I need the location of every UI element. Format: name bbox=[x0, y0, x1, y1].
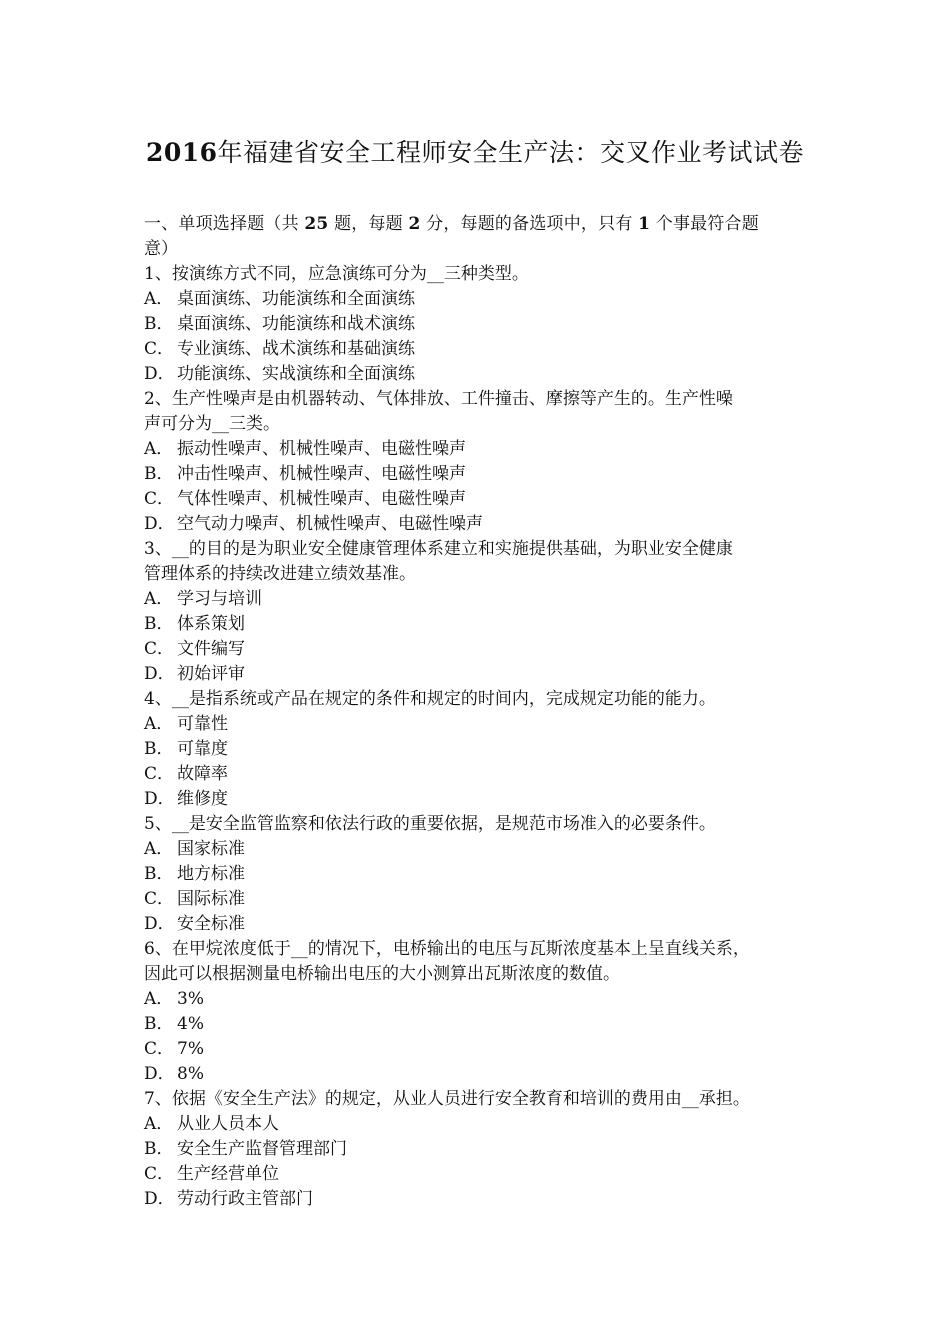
section-heading-cont: 意） bbox=[144, 239, 178, 259]
answer-option bbox=[144, 837, 812, 862]
option-letter: B． bbox=[144, 1139, 174, 1159]
option-text: 专业演练、战术演练和基础演练 bbox=[177, 339, 415, 359]
answer-option bbox=[144, 987, 812, 1012]
option-letter: C． bbox=[144, 489, 175, 509]
question-score: 2 bbox=[408, 214, 421, 234]
question-item bbox=[144, 812, 812, 937]
answer-option bbox=[144, 312, 812, 337]
option-text: 学习与培训 bbox=[177, 589, 262, 609]
option-text: 文件编写 bbox=[177, 639, 245, 659]
answer-option bbox=[144, 1012, 812, 1037]
question-stem: 4、__是指系统或产品在规定的条件和规定的时间内，完成规定功能的能力。 bbox=[144, 689, 716, 709]
option-text: 故障率 bbox=[177, 764, 228, 784]
option-letter: B． bbox=[144, 739, 174, 759]
answer-option bbox=[144, 612, 812, 637]
option-text: 安全标准 bbox=[177, 914, 245, 934]
question-item bbox=[144, 262, 812, 387]
question-item bbox=[144, 937, 812, 1087]
answer-option bbox=[144, 912, 812, 937]
option-letter: A． bbox=[144, 839, 174, 859]
option-text: 可靠度 bbox=[177, 739, 228, 759]
question-stem: 5、__是安全监管监察和依法行政的重要依据，是规范市场准入的必要条件。 bbox=[144, 814, 716, 834]
answer-option bbox=[144, 1062, 812, 1087]
option-text: 8% bbox=[177, 1064, 204, 1084]
option-text: 桌面演练、功能演练和全面演练 bbox=[177, 289, 415, 309]
answer-count: 1 bbox=[638, 214, 651, 234]
option-text: 国家标准 bbox=[177, 839, 245, 859]
option-letter: A． bbox=[144, 989, 174, 1009]
document-body bbox=[144, 212, 812, 1212]
option-letter: D． bbox=[144, 789, 175, 809]
question-stem: 3、__的目的是为职业安全健康管理体系建立和实施提供基础，为职业安全健康 bbox=[144, 539, 733, 559]
option-letter: B． bbox=[144, 464, 174, 484]
answer-option bbox=[144, 887, 812, 912]
option-text: 安全生产监督管理部门 bbox=[177, 1139, 347, 1159]
option-letter: B． bbox=[144, 314, 174, 334]
option-text: 4% bbox=[177, 1014, 204, 1034]
option-text: 桌面演练、功能演练和战术演练 bbox=[177, 314, 415, 334]
answer-option bbox=[144, 337, 812, 362]
option-letter: C． bbox=[144, 889, 175, 909]
answer-option bbox=[144, 487, 812, 512]
option-text: 可靠性 bbox=[177, 714, 228, 734]
section-text: 一、单项选择题（共 bbox=[144, 214, 305, 234]
option-letter: A． bbox=[144, 289, 174, 309]
option-letter: C． bbox=[144, 1164, 175, 1184]
section-text: 个事最符合题 bbox=[650, 214, 759, 234]
title-text: 年福建省安全工程师安全生产法：交叉作业考试试卷 bbox=[217, 138, 805, 167]
answer-option bbox=[144, 1137, 812, 1162]
option-text: 初始评审 bbox=[177, 664, 245, 684]
answer-option bbox=[144, 737, 812, 762]
question-item bbox=[144, 387, 812, 537]
option-text: 7% bbox=[177, 1039, 204, 1059]
option-letter: D． bbox=[144, 1189, 175, 1209]
answer-option bbox=[144, 862, 812, 887]
option-letter: D． bbox=[144, 364, 175, 384]
option-letter: A． bbox=[144, 589, 174, 609]
section-text: 题，每题 bbox=[328, 214, 409, 234]
option-letter: C． bbox=[144, 764, 175, 784]
answer-option bbox=[144, 287, 812, 312]
question-stem: 6、在甲烷浓度低于__的情况下，电桥输出的电压与瓦斯浓度基本上呈直线关系， bbox=[144, 939, 750, 959]
document-title bbox=[0, 133, 950, 169]
option-letter: D． bbox=[144, 914, 175, 934]
question-item bbox=[144, 687, 812, 812]
answer-option bbox=[144, 437, 812, 462]
option-letter: C． bbox=[144, 1039, 175, 1059]
option-text: 维修度 bbox=[177, 789, 228, 809]
option-text: 劳动行政主管部门 bbox=[177, 1189, 313, 1209]
question-list bbox=[144, 262, 812, 1212]
option-letter: B． bbox=[144, 1014, 174, 1034]
answer-option bbox=[144, 712, 812, 737]
option-text: 生产经营单位 bbox=[177, 1164, 279, 1184]
question-stem: 管理体系的持续改进建立绩效基准。 bbox=[144, 564, 416, 584]
option-letter: A． bbox=[144, 714, 174, 734]
option-text: 气体性噪声、机械性噪声、电磁性噪声 bbox=[177, 489, 466, 509]
question-stem: 声可分为__三类。 bbox=[144, 414, 280, 434]
answer-option bbox=[144, 762, 812, 787]
option-text: 振动性噪声、机械性噪声、电磁性噪声 bbox=[177, 439, 466, 459]
option-letter: D． bbox=[144, 1064, 175, 1084]
question-item bbox=[144, 537, 812, 687]
question-stem: 因此可以根据测量电桥输出电压的大小测算出瓦斯浓度的数值。 bbox=[144, 964, 620, 984]
option-text: 3% bbox=[177, 989, 204, 1009]
option-letter: D． bbox=[144, 664, 175, 684]
option-text: 空气动力噪声、机械性噪声、电磁性噪声 bbox=[177, 514, 483, 534]
option-letter: C． bbox=[144, 339, 175, 359]
question-stem: 7、依据《安全生产法》的规定，从业人员进行安全教育和培训的费用由__承担。 bbox=[144, 1089, 750, 1109]
option-letter: A． bbox=[144, 439, 174, 459]
option-letter: D． bbox=[144, 514, 175, 534]
title-year: 2016 bbox=[145, 138, 218, 167]
question-item bbox=[144, 1087, 812, 1212]
answer-option bbox=[144, 787, 812, 812]
answer-option bbox=[144, 1162, 812, 1187]
answer-option bbox=[144, 362, 812, 387]
answer-option bbox=[144, 587, 812, 612]
question-stem: 1、按演练方式不同，应急演练可分为__三种类型。 bbox=[144, 264, 529, 284]
option-text: 冲击性噪声、机械性噪声、电磁性噪声 bbox=[177, 464, 466, 484]
answer-option bbox=[144, 637, 812, 662]
option-text: 国际标准 bbox=[177, 889, 245, 909]
section-text: 分，每题的备选项中，只有 bbox=[420, 214, 639, 234]
option-letter: B． bbox=[144, 614, 174, 634]
option-letter: C． bbox=[144, 639, 175, 659]
option-text: 体系策划 bbox=[177, 614, 245, 634]
option-text: 功能演练、实战演练和全面演练 bbox=[177, 364, 415, 384]
section-heading bbox=[144, 212, 812, 237]
option-text: 从业人员本人 bbox=[177, 1114, 279, 1134]
answer-option bbox=[144, 462, 812, 487]
answer-option bbox=[144, 1037, 812, 1062]
answer-option bbox=[144, 1187, 812, 1212]
answer-option bbox=[144, 1112, 812, 1137]
answer-option bbox=[144, 512, 812, 537]
question-count: 25 bbox=[304, 214, 329, 234]
option-letter: B． bbox=[144, 864, 174, 884]
question-stem: 2、生产性噪声是由机器转动、气体排放、工件撞击、摩擦等产生的。生产性噪 bbox=[144, 389, 733, 409]
answer-option bbox=[144, 662, 812, 687]
option-text: 地方标准 bbox=[177, 864, 245, 884]
option-letter: A． bbox=[144, 1114, 174, 1134]
